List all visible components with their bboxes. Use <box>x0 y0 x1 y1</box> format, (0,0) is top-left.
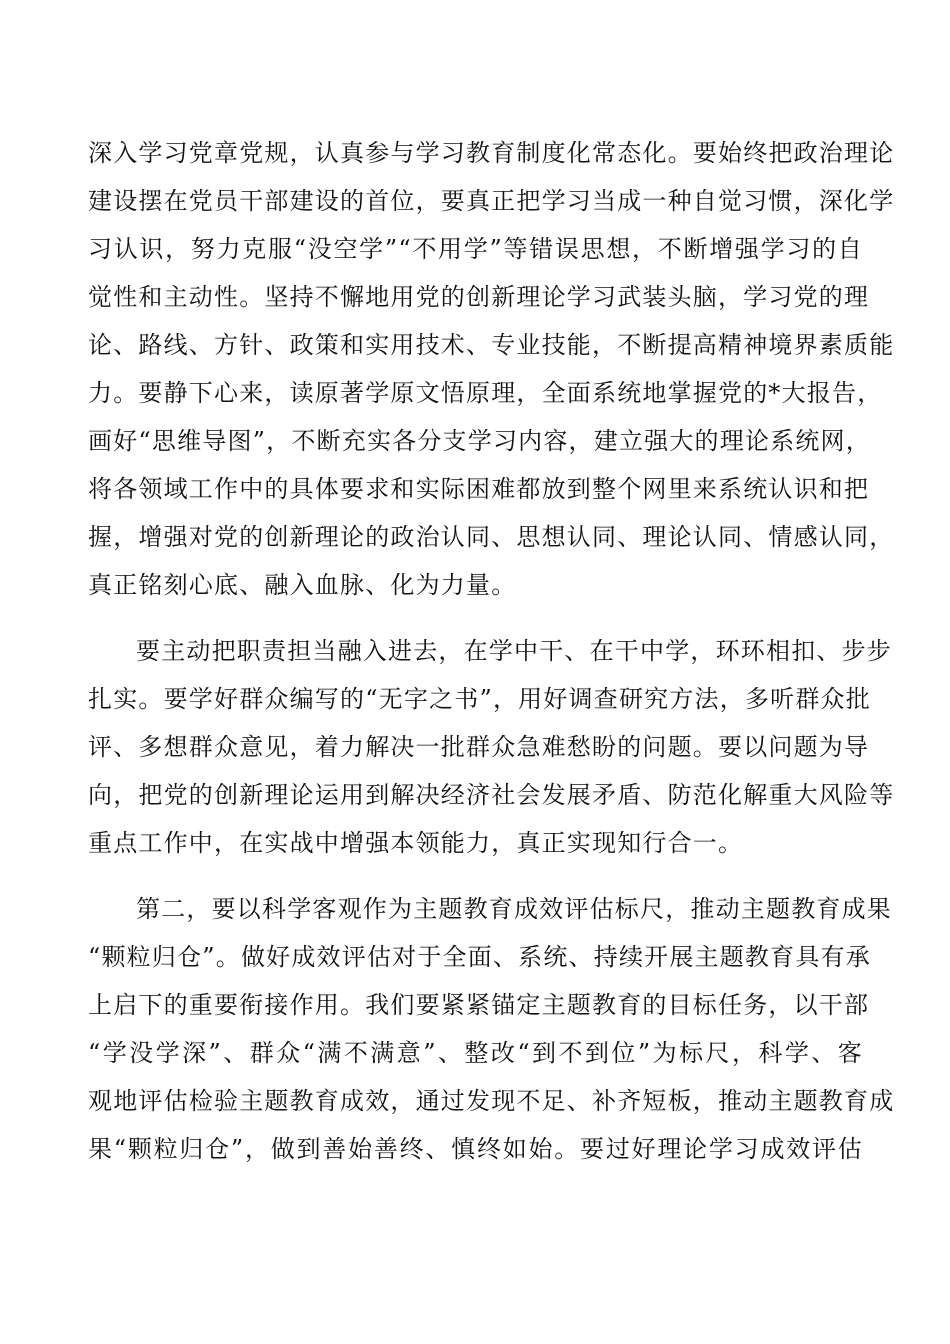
paragraph-1-line-1: 深入学习党章党规，认真参与学习教育制度化常态化。要始终把政治理论 <box>88 139 895 167</box>
paragraph-3-line-1: 第二，要以科学客观作为主题教育成效评估标尺，推动主题教育成果 <box>136 895 892 923</box>
paragraph-2-line-1: 要主动把职责担当融入进去，在学中干、在干中学，环环相扣、步步 <box>136 637 892 665</box>
paragraph-3-line-2: “颗粒归仓”。做好成效评估对于全面、系统、持续开展主题教育具有承 <box>88 943 871 971</box>
paragraph-1-line-10: 真正铭刻心底、融入血脉、化为力量。 <box>88 571 517 599</box>
paragraph-1-line-9: 握，增强对党的创新理论的政治认同、思想认同、理论认同、情感认同， <box>88 523 895 551</box>
paragraph-2-line-5: 重点工作中，在实战中增强本领能力，真正实现知行合一。 <box>88 829 744 857</box>
paragraph-2-line-3: 评、多想群众意见，着力解决一批群众急难愁盼的问题。要以问题为导 <box>88 733 870 761</box>
paragraph-3-line-3: 上启下的重要衔接作用。我们要紧紧锚定主题教育的目标任务，以干部 <box>88 991 870 1019</box>
paragraph-2-line-2: 扎实。要学好群众编写的“无字之书”，用好调查研究方法，多听群众批 <box>88 685 871 713</box>
paragraph-3-line-4: “学没学深”、群众“满不满意”、整改“到不到位”为标尺，科学、客 <box>88 1039 863 1067</box>
paragraph-1-line-3: 习认识，努力克服“没空学”“不用学”等错误思想，不断增强学习的自 <box>88 235 863 263</box>
paragraph-1-line-4: 觉性和主动性。坚持不懈地用党的创新理论学习武装头脑，学习党的理 <box>88 283 870 311</box>
paragraph-2-line-4: 向，把党的创新理论运用到解决经济社会发展矛盾、防范化解重大风险等 <box>88 781 895 809</box>
paragraph-1-line-8: 将各领域工作中的具体要求和实际困难都放到整个网里来系统认识和把 <box>88 475 870 503</box>
paragraph-1-line-7: 画好“思维导图”，不断充实各分支学习内容，建立强大的理论系统网， <box>88 427 871 455</box>
paragraph-1-line-6: 力。要静下心来，读原著学原文悟原理，全面系统地掌握党的*大报告， <box>88 379 883 407</box>
paragraph-1-line-2: 建设摆在党员干部建设的首位，要真正把学习当成一种自觉习惯，深化学 <box>88 187 895 215</box>
paragraph-1-line-5: 论、路线、方针、政策和实用技术、专业技能，不断提高精神境界素质能 <box>88 331 895 359</box>
paragraph-3-line-6: 果“颗粒归仓”，做到善始善终、慎终如始。要过好理论学习成效评估 <box>88 1135 863 1163</box>
paragraph-3-line-5: 观地评估检验主题教育成效，通过发现不足、补齐短板，推动主题教育成 <box>88 1087 895 1115</box>
